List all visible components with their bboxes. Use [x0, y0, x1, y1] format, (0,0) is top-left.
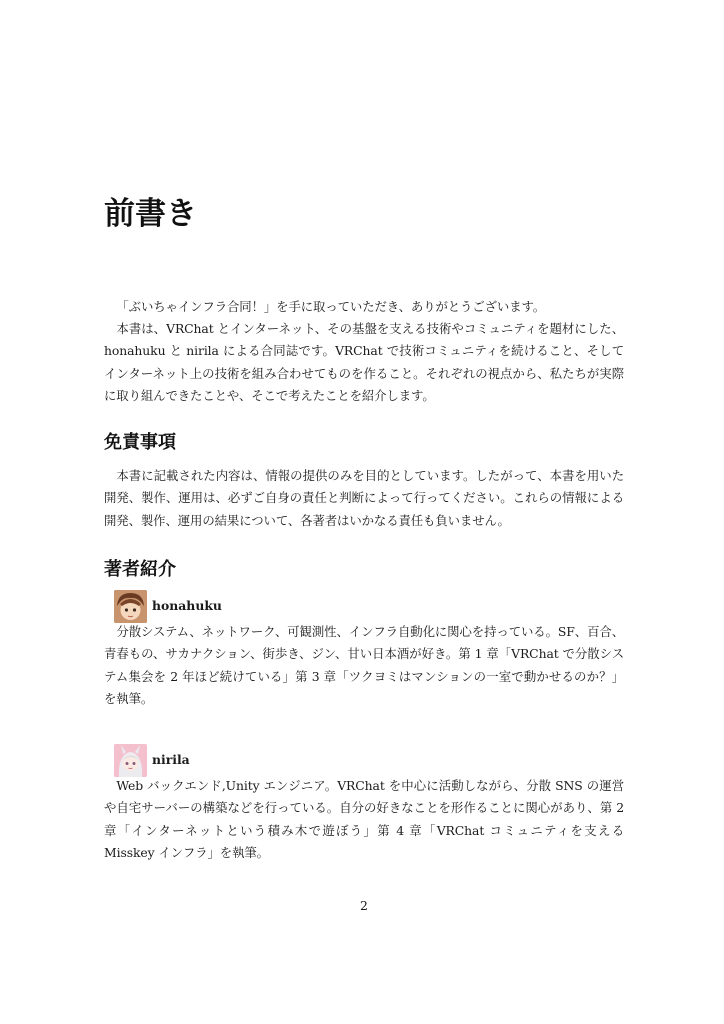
author-name: nirila	[152, 752, 190, 767]
avatar	[114, 590, 147, 623]
nirila-avatar-icon	[114, 744, 147, 777]
avatar	[114, 744, 147, 777]
disclaimer-heading: 免責事項	[104, 432, 176, 453]
honahuku-avatar-icon	[114, 590, 147, 623]
disclaimer-paragraph: 本書に記載された内容は、情報の提供のみを目的としています。したがって、本書を用いた開発、製作、運用は、必ずご自身の責任と判断によって行ってください。これらの情報による開発、製作、運用の結果について、各著者はいかなる責任も負いません。	[104, 468, 624, 528]
intro-paragraph: 「ぶいちゃインフラ合同！」を手に取っていただき、ありがとうございます。	[116, 299, 546, 314]
authors-heading: 著者紹介	[104, 559, 176, 580]
page-number: 2	[360, 898, 368, 913]
author-bio: 分散システム、ネットワーク、可観測性、インフラ自動化に関心を持っている。SF、百合、青春もの、サカナクション、街歩き、ジン、甘い日本酒が好き。第 1 章「VRChat で分散システム集会を 2 年ほど続けている」第 3 章「ツクヨミはマンションの一室で動かせるのか？」を執筆。	[104, 624, 624, 707]
author-bio: Web バックエンド,Unity エンジニア。VRChat を中心に活動しながら、分散 SNS の運営や自宅サーバーの構築などを行っている。自分の好きなことを形作ることに関心があり、第 2 章「インターネットという積み木で遊ぼう」第 4 章「VRChat コミュニティを支える Misskey インフラ」を執筆。	[104, 778, 624, 861]
author-name: honahuku	[152, 598, 222, 613]
intro-paragraph-2: 本書は、VRChat とインターネット、その基盤を支える技術やコミュニティを題材にした、honahuku と nirila による合同誌です。VRChat で技術コミュニティを続けること、そしてインターネット上の技術を組み合わせてものを作ること。それぞれの視点から、私たちが実際に取り組んできたことや、そこで考えたことを紹介します。	[104, 321, 624, 404]
page-title: 前書き	[104, 196, 197, 232]
